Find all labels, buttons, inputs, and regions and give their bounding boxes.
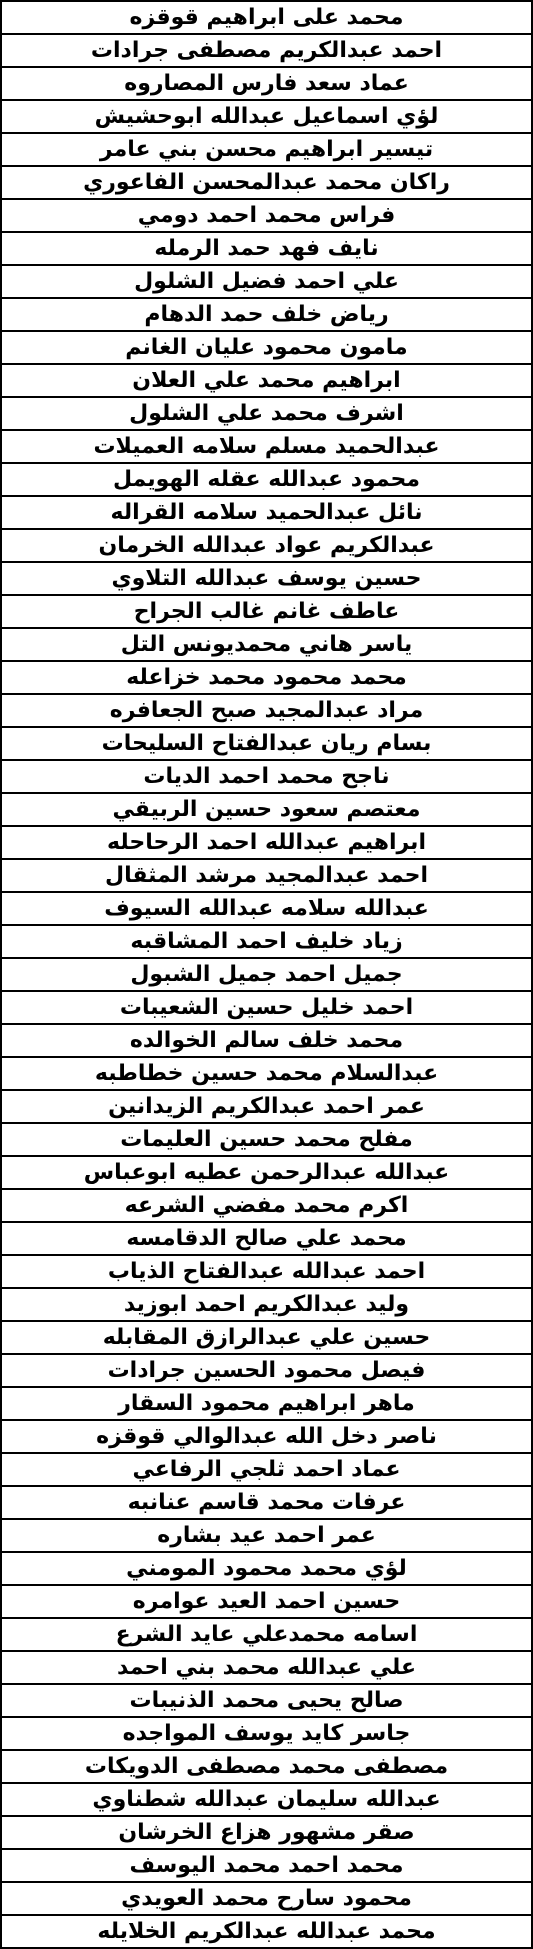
table-row [1,1486,532,1519]
name-cell: علي عبدالله محمد بني احمد [1,1651,532,1684]
name-cell: عرفات محمد قاسم عنانبه [1,1486,532,1519]
name-cell: احمد خليل حسين الشعيبات [1,991,532,1024]
name-cell: لؤي محمد محمود المومني [1,1552,532,1585]
table-row [1,1783,532,1816]
name-cell: عبدالله عبدالرحمن عطيه ابوعباس [1,1156,532,1189]
name-cell: عبدالكريم عواد عبدالله الخرمان [1,529,532,562]
table-row [1,529,532,562]
name-cell: عبدالله سلامه عبدالله السيوف [1,892,532,925]
name-cell: فيصل محمود الحسين جرادات [1,1354,532,1387]
name-cell: محمد على ابراهيم قوقزه [1,1,532,34]
table-row [1,166,532,199]
name-cell: ناصر دخل الله عبدالوالي قوقزه [1,1420,532,1453]
table-row [1,1321,532,1354]
table-row [1,727,532,760]
name-cell: عماد احمد ثلجي الرفاعي [1,1453,532,1486]
table-row [1,1882,532,1915]
table-row [1,1453,532,1486]
table-row [1,628,532,661]
name-cell: ياسر هاني محمديونس التل [1,628,532,661]
table-row [1,1288,532,1321]
table-row [1,1849,532,1882]
table-row [1,331,532,364]
table-row [1,1915,532,1948]
name-cell: مصطفى محمد مصطفى الدويكات [1,1750,532,1783]
table-row [1,364,532,397]
name-cell: محمد علي صالح الدقامسه [1,1222,532,1255]
table-row [1,232,532,265]
table-row [1,1123,532,1156]
name-cell: علي احمد فضيل الشلول [1,265,532,298]
name-cell: نايف فهد حمد الرمله [1,232,532,265]
table-row [1,1090,532,1123]
table-row [1,1816,532,1849]
table-row [1,991,532,1024]
table-row [1,133,532,166]
name-cell: مراد عبدالمجيد صبح الجعافره [1,694,532,727]
table-row [1,1684,532,1717]
name-cell: محمد احمد محمد اليوسف [1,1849,532,1882]
table-row [1,1057,532,1090]
name-cell: صالح يحيى محمد الذنيبات [1,1684,532,1717]
name-cell: فراس محمد احمد دومي [1,199,532,232]
name-cell: ابراهيم عبدالله احمد الرحاحله [1,826,532,859]
table-row [1,793,532,826]
table-row [1,760,532,793]
table-row [1,859,532,892]
table-row [1,34,532,67]
table-row [1,1,532,34]
table-row [1,1354,532,1387]
table-row [1,100,532,133]
name-cell: جميل احمد جميل الشبول [1,958,532,991]
name-cell: احمد عبدالكريم مصطفى جرادات [1,34,532,67]
table-row [1,1651,532,1684]
name-cell: احمد عبدالمجيد مرشد المثقال [1,859,532,892]
table-row [1,1618,532,1651]
table-row [1,463,532,496]
name-cell: محمود سارح محمد العويدي [1,1882,532,1915]
name-cell: عمر احمد عبدالكريم الزيدانين [1,1090,532,1123]
table-row [1,496,532,529]
name-cell: ماهر ابراهيم محمود السقار [1,1387,532,1420]
name-cell: لؤي اسماعيل عبدالله ابوحشيش [1,100,532,133]
table-row [1,1189,532,1222]
name-cell: ابراهيم محمد علي العلان [1,364,532,397]
table-row [1,892,532,925]
name-cell: اكرم محمد مفضي الشرعه [1,1189,532,1222]
table-row [1,1255,532,1288]
table-row [1,1156,532,1189]
table-row [1,298,532,331]
name-cell: ناجح محمد احمد الديات [1,760,532,793]
name-cell: محمد محمود محمد خزاعله [1,661,532,694]
name-cell: اشرف محمد علي الشلول [1,397,532,430]
table-row [1,430,532,463]
name-cell: عمر احمد عيد بشاره [1,1519,532,1552]
table-row [1,1552,532,1585]
name-cell: بسام ريان عبدالفتاح السليحات [1,727,532,760]
name-cell: معتصم سعود حسين الربيقي [1,793,532,826]
name-cell: احمد عبدالله عبدالفتاح الذياب [1,1255,532,1288]
name-cell: اسامه محمدعلي عايد الشرع [1,1618,532,1651]
name-cell: محمود عبدالله عقله الهويمل [1,463,532,496]
table-row [1,1024,532,1057]
name-cell: عبدالحميد مسلم سلامه العميلات [1,430,532,463]
name-cell: صقر مشهور هزاع الخرشان [1,1816,532,1849]
name-cell: مفلح محمد حسين العليمات [1,1123,532,1156]
table-row [1,661,532,694]
table-row [1,265,532,298]
table-row [1,199,532,232]
name-cell: رياض خلف حمد الدهام [1,298,532,331]
name-cell: حسين علي عبدالرازق المقابله [1,1321,532,1354]
name-cell: حسين احمد العيد عوامره [1,1585,532,1618]
table-row [1,67,532,100]
name-cell: زياد خليف احمد المشاقبه [1,925,532,958]
table-row [1,1519,532,1552]
name-cell: عبدالسلام محمد حسين خطاطبه [1,1057,532,1090]
names-table-body [1,1,532,1948]
name-cell: محمد عبدالله عبدالكريم الخلايله [1,1915,532,1948]
name-cell: تيسير ابراهيم محسن بني عامر [1,133,532,166]
name-cell: مامون محمود عليان الغانم [1,331,532,364]
table-row [1,958,532,991]
table-row [1,1387,532,1420]
table-row [1,562,532,595]
table-row [1,1750,532,1783]
table-row [1,694,532,727]
table-row [1,826,532,859]
table-row [1,595,532,628]
table-row [1,1585,532,1618]
name-cell: وليد عبدالكريم احمد ابوزيد [1,1288,532,1321]
table-row [1,1222,532,1255]
name-cell: جاسر كايد يوسف المواجده [1,1717,532,1750]
name-cell: عماد سعد فارس المصاروه [1,67,532,100]
table-row [1,1717,532,1750]
table-row [1,397,532,430]
name-cell: عبدالله سليمان عبدالله شطناوي [1,1783,532,1816]
table-row [1,925,532,958]
name-cell: نائل عبدالحميد سلامه القراله [1,496,532,529]
table-row [1,1420,532,1453]
name-cell: محمد خلف سالم الخوالده [1,1024,532,1057]
name-cell: حسين يوسف عبدالله التلاوي [1,562,532,595]
name-cell: راكان محمد عبدالمحسن الفاعوري [1,166,532,199]
name-cell: عاطف غانم غالب الجراح [1,595,532,628]
